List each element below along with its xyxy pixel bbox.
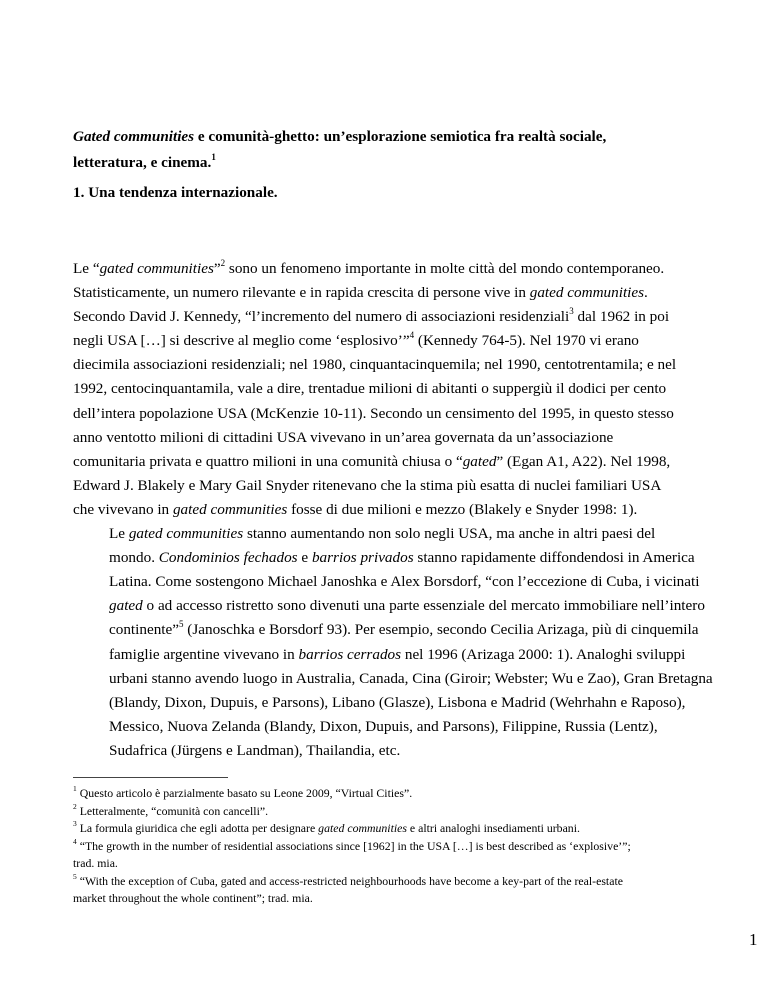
italic-term: gated communities	[128, 525, 244, 543]
section-heading: 1. Una tendenza internazionale.	[73, 184, 278, 201]
title-line-2: letteratura, e cinema.$^1$	[73, 151, 216, 171]
text-line: Statisticamente, un numero rilevante e in rapida crescita di persone vive in gated communities.	[73, 284, 648, 302]
text-line: (Blandy, Dixon, Dupuis, e Parsons), Libano (Glasze), Lisbona e Madrid (Wehrhahn e Raposo),	[109, 693, 686, 711]
text-line: mondo. Condominios fechados e barrios privados stanno rapidamente diffondendosi in America	[109, 549, 695, 567]
text-line: Latina. Come sostengono Michael Janoshka e Alex Borsdorf, “con l’eccezione di Cuba, i vicinati	[109, 573, 700, 591]
footnote-separator	[73, 777, 228, 778]
text-line: comunitaria privata e quattro milioni in una comunità chiusa o “gated” (Egan A1, A22). Nel 1998,	[73, 452, 671, 470]
footnote-number: 3	[73, 819, 77, 829]
title-italic: Gated communities	[73, 128, 195, 145]
text-line: urbani stanno avendo luogo in Australia, Canada, Cina (Giroir; Webster; Wu e Zao), Gran Bretagna	[109, 669, 713, 687]
italic-term: barrios cerrados	[298, 645, 402, 663]
text-line: Sudafrica (Jürgens e Landman), Thailandia, etc.	[109, 741, 401, 759]
text-line: Le “gated communities”$^2$ sono un fenomeno importante in molte città del mondo contemporaneo.	[73, 257, 665, 277]
text-line: Edward J. Blakely e Mary Gail Snyder ritenevano che la stima più esatta di nuclei familiari USA	[73, 476, 662, 494]
paragraph-2	[73, 522, 713, 763]
footnote-ref[interactable]: 1	[211, 151, 216, 162]
body-text	[73, 257, 713, 763]
footnote-line: market throughout the whole continent”; trad. mia.	[73, 891, 313, 905]
italic-term: gated communities	[99, 260, 214, 277]
footnote	[73, 838, 713, 873]
footnote-number: 1	[73, 784, 77, 794]
footnote-ref[interactable]: 3	[569, 306, 574, 317]
text-line: diecimila associazioni residenziali; nel 1980, cinquantacinquemila; nel 1990, centotrentamila; e nel	[73, 356, 677, 374]
text-line: anno ventotto milioni di cittadini USA vivevano in un’area governata da un’associazione	[73, 428, 614, 446]
text-line: dell’intera popolazione USA (McKenzie 10-11). Secondo un censimento del 1995, in questo stesso	[73, 404, 674, 422]
italic-term: gated communities	[318, 821, 407, 835]
footnote	[73, 803, 713, 821]
footnote-ref[interactable]: 4	[409, 330, 415, 341]
italic-term: gated	[109, 597, 143, 615]
footnote-line: $^2$ Letteralmente, “comunità con cancelli”.	[73, 801, 269, 818]
footnote-line: trad. mia.	[73, 856, 118, 870]
footnote-number: 5	[73, 871, 77, 881]
title-line-1: Gated communities e comunità-ghetto: un’esplorazione semiotica fra realtà sociale,	[73, 128, 607, 145]
footnote-ref[interactable]: 2	[220, 257, 226, 268]
italic-term: Condominios fechados	[158, 549, 298, 567]
text-line: Messico, Nuova Zelanda (Blandy, Dixon, Dupuis, and Parsons), Filippine, Russia (Lentz),	[109, 717, 658, 735]
footnote	[73, 873, 713, 908]
footnotes	[73, 785, 713, 908]
footnote-line: $^5$ “With the exception of Cuba, gated and access-restricted neighbourhoods have become a key-part of the real-estate	[73, 871, 623, 888]
footnote-line: $^4$ “The growth in the number of residential associations since [1962] in the USA […] is best described as ‘explosive’”;	[73, 836, 631, 853]
paragraph-1	[73, 257, 713, 522]
text-line: negli USA […] si descrive al meglio come ‘esplosivo’”$^4$ (Kennedy 764-5). Nel 1970 vi erano	[73, 330, 639, 350]
text-line: Secondo David J. Kennedy, “l’incremento del numero di associazioni residenziali$^3$ dal 1962 in poi	[73, 306, 670, 326]
italic-term: gated	[462, 452, 497, 470]
text-line: che vivevano in gated communities fosse di due milioni e mezzo (Blakely e Snyder 1998: 1).	[73, 500, 638, 518]
italic-term: gated communities	[529, 284, 645, 302]
page-number: 1	[749, 930, 758, 949]
footnote-ref[interactable]: 5	[179, 619, 184, 630]
text-line: gated o ad accesso ristretto sono divenuti una parte essenziale del mercato immobiliare nell’intero	[109, 597, 705, 615]
text-line: Le gated communities stanno aumentando non solo negli USA, ma anche in altri paesi del	[109, 525, 656, 543]
paper-title	[73, 124, 713, 176]
text-line: 1992, centocinquantamila, vale a dire, trentadue milioni di abitanti o suppergiù il dodici per cento	[73, 380, 667, 398]
italic-term: barrios privados	[311, 549, 414, 567]
footnote-line: $^3$ La formula giuridica che egli adotta per designare gated communities e altri analoghi insediamenti urbani.	[73, 819, 580, 835]
footnote-number: 2	[73, 801, 77, 811]
footnote-line: $^1$ Questo articolo è parzialmente basato su Leone 2009, “Virtual Cities”.	[73, 784, 413, 800]
italic-term: gated communities	[172, 500, 288, 518]
footnote	[73, 785, 713, 803]
footnote-number: 4	[73, 836, 77, 846]
text-line: continente”$^5$ (Janoschka e Borsdorf 93). Per esempio, secondo Cecilia Arizaga, più di cinquemila	[109, 619, 699, 639]
text-line: famiglie argentine vivevano in barrios cerrados nel 1996 (Arizaga 2000: 1). Analoghi sviluppi	[109, 645, 686, 663]
footnote	[73, 820, 713, 838]
